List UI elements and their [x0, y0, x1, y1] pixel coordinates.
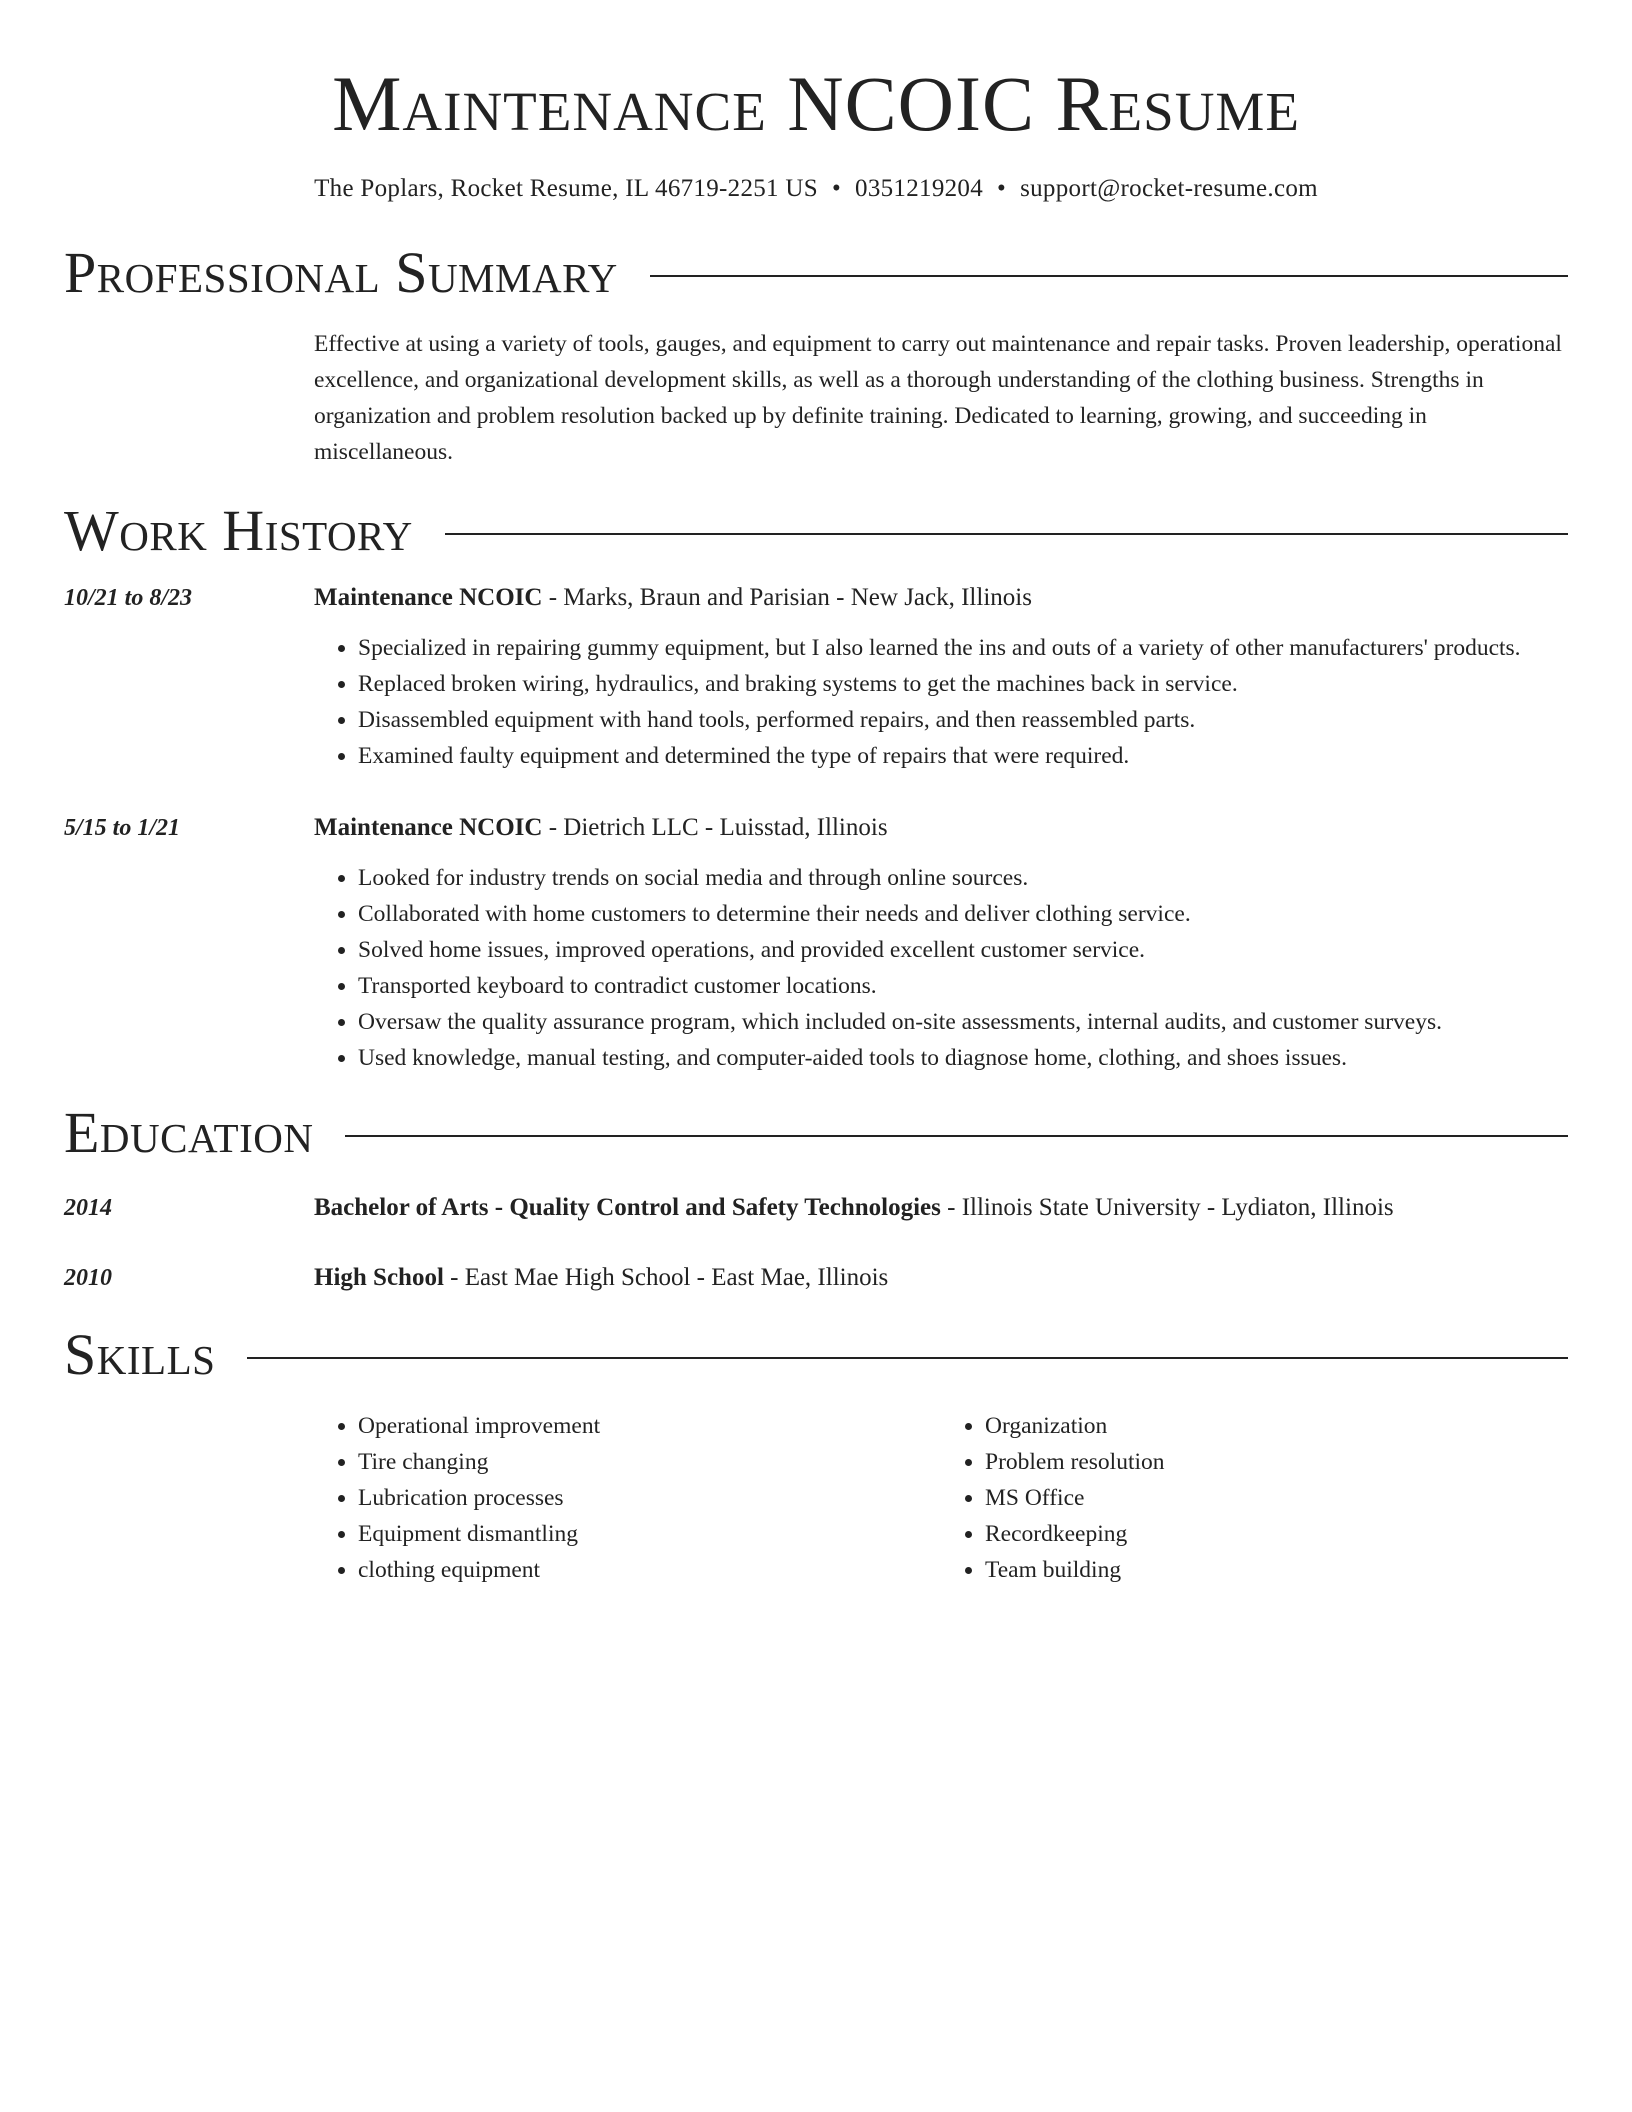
summary-spacer — [64, 326, 314, 470]
contact-email[interactable]: support@rocket-resume.com — [1020, 175, 1318, 202]
job-details: - Marks, Braun and Parisian - New Jack, Illinois — [542, 584, 1032, 611]
education-content — [314, 1260, 1568, 1296]
job-bullets — [314, 630, 1568, 774]
skills-column-right — [941, 1408, 1568, 1588]
education-details: - East Mae High School - East Mae, Illinois — [443, 1264, 889, 1291]
summary-section-header — [64, 238, 1568, 308]
work-section-header — [64, 496, 1568, 566]
contact-separator: • — [831, 175, 842, 202]
list-item: • Used knowledge, manual testing, and computer-aided tools to diagnose home, clothing, and shoes issues. — [358, 1040, 1568, 1076]
education-year: 2010 — [64, 1265, 112, 1291]
summary-heading: Professional Summary — [64, 240, 618, 305]
list-item: • Replaced broken wiring, hydraulics, and braking systems to get the machines back in service. — [358, 666, 1568, 702]
list-item: • Looked for industry trends on social media and through online sources. — [358, 860, 1568, 896]
job-row — [64, 810, 1568, 1076]
skill-item: • MS Office — [985, 1480, 1568, 1516]
education-degree: Bachelor of Arts - Quality Control and Safety Technologies — [314, 1194, 941, 1221]
job-header — [314, 580, 1568, 616]
skills-list — [314, 1408, 941, 1588]
list-item: • Examined faulty equipment and determined the type of repairs that were required. — [358, 738, 1568, 774]
summary-row — [64, 326, 1568, 470]
resume-title: Maintenance NCOIC Resume — [332, 60, 1300, 147]
job-row — [64, 580, 1568, 774]
skill-item: • Organization — [985, 1408, 1568, 1444]
job-entry — [64, 580, 1568, 774]
education-section-header — [64, 1098, 1568, 1168]
skills-heading: Skills — [64, 1322, 216, 1387]
skills-grid — [314, 1408, 1568, 1588]
section-divider — [445, 533, 1568, 535]
contact-separator: • — [997, 175, 1007, 202]
list-item: • Collaborated with home customers to determine their needs and deliver clothing service. — [358, 896, 1568, 932]
list-item: • Specialized in repairing gummy equipment, but I also learned the ins and outs of a variety of other manufacturers' products. — [358, 630, 1568, 666]
skill-item: • Recordkeeping — [985, 1516, 1568, 1552]
job-bullets — [314, 860, 1568, 1076]
list-item: • Disassembled equipment with hand tools, performed repairs, and then reassembled parts. — [358, 702, 1568, 738]
summary-text: Effective at using a variety of tools, gauges, and equipment to carry out maintenance and repair tasks. Proven leadership, operational excellence, and organizational development skills, as well as a thorough understanding of the clothing business. Strengths in organization and problem resolution backed up by definite training. Dedicated to learning, growing, and succeeding in miscellaneous. — [314, 331, 1562, 465]
contact-phone: 0351219204 — [855, 175, 984, 202]
skill-item: • Lubrication processes — [358, 1480, 941, 1516]
job-entry — [64, 810, 1568, 1076]
contact-address: The Poplars, Rocket Resume, IL 46719-2251 US — [314, 175, 818, 202]
contact-line — [64, 172, 1568, 206]
job-details: - Dietrich LLC - Luisstad, Illinois — [542, 814, 888, 841]
list-item: • Transported keyboard to contradict customer locations. — [358, 968, 1568, 1004]
skill-item: • clothing equipment — [358, 1552, 941, 1588]
education-content — [314, 1190, 1568, 1226]
skill-item: • Team building — [985, 1552, 1568, 1588]
section-divider — [247, 1357, 1568, 1359]
summary-body — [314, 326, 1568, 470]
skills-list — [941, 1408, 1568, 1588]
skill-item: • Problem resolution — [985, 1444, 1568, 1480]
skills-spacer — [64, 1408, 314, 1588]
section-divider — [345, 1135, 1568, 1137]
education-entry — [64, 1190, 1568, 1226]
skills-section-header — [64, 1320, 1568, 1390]
work-heading: Work History — [64, 498, 413, 563]
skills-row — [64, 1408, 1568, 1588]
job-header — [314, 810, 1568, 846]
education-details: - Illinois State University - Lydiaton, Illinois — [940, 1194, 1394, 1221]
section-divider — [650, 275, 1568, 277]
job-dates: 5/15 to 1/21 — [64, 815, 181, 841]
skill-item: • Operational improvement — [358, 1408, 941, 1444]
job-content — [314, 580, 1568, 774]
education-heading: Education — [64, 1100, 314, 1165]
job-content — [314, 810, 1568, 1076]
skill-item: • Equipment dismantling — [358, 1516, 941, 1552]
skill-item: • Tire changing — [358, 1444, 941, 1480]
education-year: 2014 — [64, 1195, 112, 1221]
job-role: Maintenance NCOIC — [314, 814, 543, 841]
job-dates: 10/21 to 8/23 — [64, 585, 193, 611]
education-degree: High School — [314, 1264, 444, 1291]
list-item: • Solved home issues, improved operations, and provided excellent customer service. — [358, 932, 1568, 968]
job-role: Maintenance NCOIC — [314, 584, 543, 611]
education-entry — [64, 1260, 1568, 1296]
skills-column-left — [314, 1408, 941, 1588]
list-item: • Oversaw the quality assurance program, which included on-site assessments, internal audits, and customer surveys. — [358, 1004, 1568, 1040]
